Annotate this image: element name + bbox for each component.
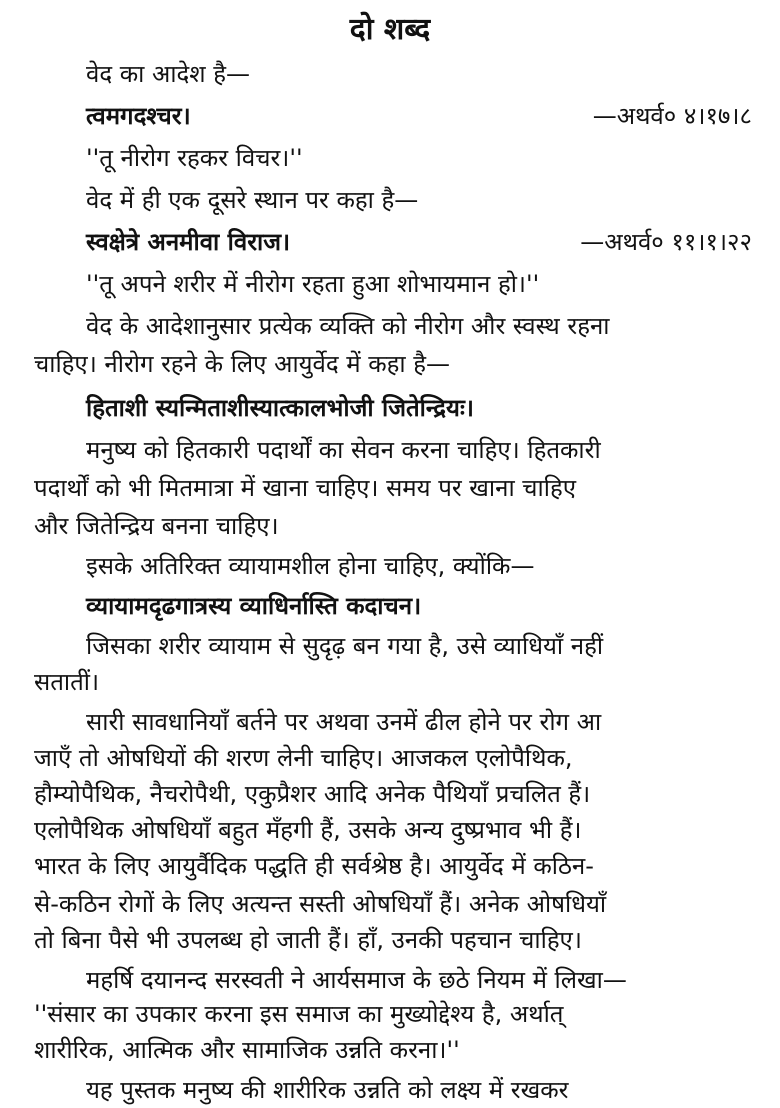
text-line: चाहिए। नीरोग रहने के लिए आयुर्वेद में कहा है— bbox=[34, 350, 450, 378]
text-line: मनुष्य को हितकारी पदार्थों का सेवन करना चाहिए। हितकारी bbox=[86, 436, 601, 464]
page-title: दो शब्द bbox=[349, 12, 431, 47]
reference-citation: —अथर्व० ४।१७।८ bbox=[592, 102, 752, 130]
text-line: तो बिना पैसे भी उपलब्ध हो जाती हैं। हाँ, उनकी पहचान चाहिए। bbox=[34, 926, 582, 954]
text-line: इसके अतिरिक्त व्यायामशील होना चाहिए, क्योंकि— bbox=[86, 552, 535, 580]
sanskrit-quote: त्वमगदश्चर। bbox=[86, 102, 191, 130]
text-line: हौम्योपैथिक, नैचरोपैथी, एकुप्रैशर आदि अनेक पैथियाँ प्रचलित हैं। bbox=[34, 780, 591, 808]
sanskrit-quote: व्यायामदृढगात्रस्य व्याधिर्नास्ति कदाचन। bbox=[86, 592, 422, 620]
text-line: यह पुस्तक मनुष्य की शारीरिक उन्नति को लक्ष्य में रखकर bbox=[86, 1076, 569, 1104]
sanskrit-quote: हिताशी स्यन्मिताशीस्यात्कालभोजी जितेन्द्रियः। bbox=[86, 394, 474, 422]
text-line: जिसका शरीर व्यायाम से सुदृढ़ बन गया है, उसे व्याधियाँ नहीं bbox=[86, 632, 604, 660]
text-line: से-कठिन रोगों के लिए अत्यन्त सस्ती ओषधियाँ हैं। अनेक ओषधियाँ bbox=[34, 890, 607, 918]
text-line: शारीरिक, आत्मिक और सामाजिक उन्नति करना।'' bbox=[34, 1036, 460, 1064]
text-line: महर्षि दयानन्द सरस्वती ने आर्यसमाज के छठे नियम में लिखा— bbox=[86, 966, 627, 994]
text-line: वेद का आदेश है— bbox=[86, 60, 250, 88]
text-line: भारत के लिए आयुर्वैदिक पद्धति ही सर्वश्रेष्ठ है। आयुर्वेद में कठिन- bbox=[34, 852, 594, 880]
text-line: वेद के आदेशानुसार प्रत्येक व्यक्ति को नीरोग और स्वस्थ रहना bbox=[86, 312, 610, 340]
text-line: ''तू अपने शरीर में नीरोग रहता हुआ शोभायमान हो।'' bbox=[86, 270, 540, 298]
text-line: वेद में ही एक दूसरे स्थान पर कहा है— bbox=[86, 186, 419, 214]
text-line: सारी सावधानियाँ बर्तने पर अथवा उनमें ढील होने पर रोग आ bbox=[86, 708, 602, 736]
text-line: ''संसार का उपकार करना इस समाज का मुख्योद्देश्य है, अर्थात् bbox=[34, 1000, 564, 1028]
text-line: पदार्थों को भी मितमात्रा में खाना चाहिए। समय पर खाना चाहिए bbox=[34, 474, 576, 502]
sanskrit-quote: स्वक्षेत्रे अनमीवा विराज। bbox=[86, 228, 291, 256]
text-line: ''तू नीरोग रहकर विचर।'' bbox=[86, 144, 303, 172]
reference-citation: —अथर्व० ११।१।२२ bbox=[580, 228, 752, 256]
text-line: एलोपैथिक ओषधियाँ बहुत मँहगी हैं, उसके अन्य दुष्प्रभाव भी हैं। bbox=[34, 816, 582, 844]
text-line: सतातीं। bbox=[34, 668, 100, 696]
text-line: जाएँ तो ओषधियों की शरण लेनी चाहिए। आजकल एलोपैथिक, bbox=[34, 744, 573, 772]
text-line: और जितेन्द्रिय बनना चाहिए। bbox=[34, 512, 279, 540]
